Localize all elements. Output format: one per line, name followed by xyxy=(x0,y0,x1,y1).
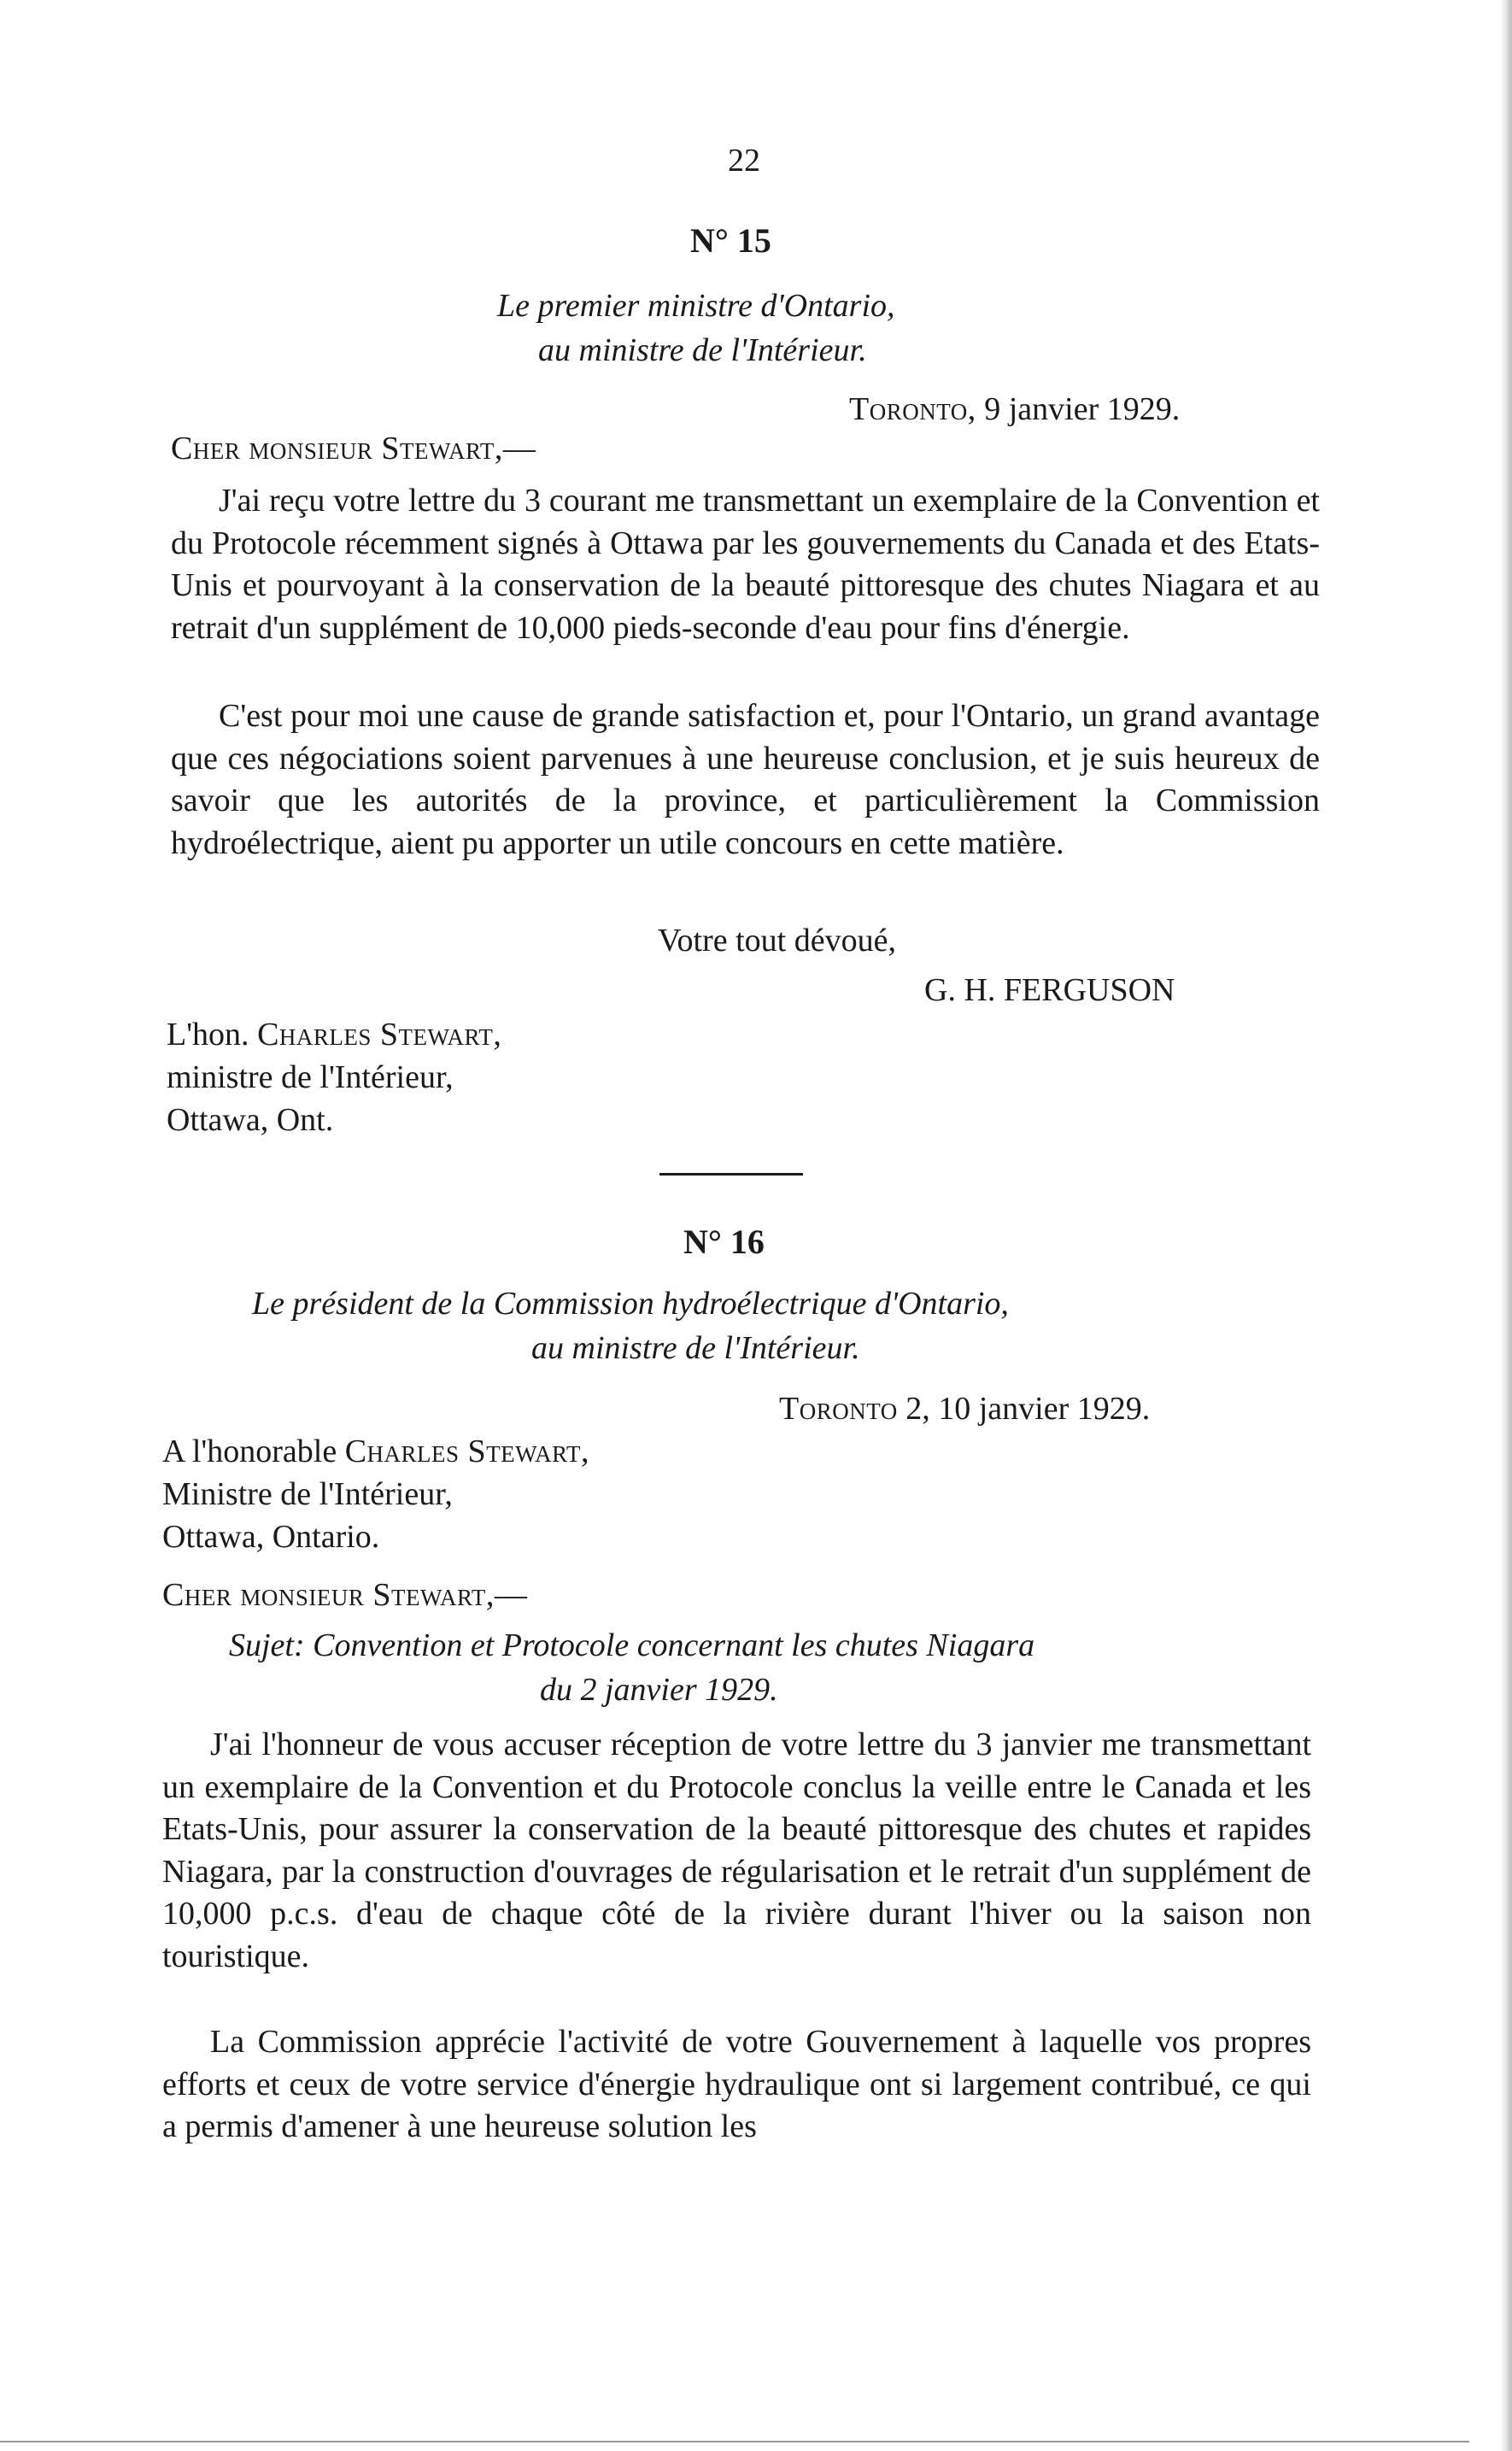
doc16-addressee-line-1 xyxy=(162,1430,589,1473)
doc16-addressee-line-3: Ottawa, Ontario. xyxy=(162,1519,380,1555)
doc15-salutation: Cher monsieur Stewart,— xyxy=(171,431,536,466)
doc16-subject-line-2: du 2 janvier 1929. xyxy=(540,1672,778,1708)
doc15-closing: Votre tout dévoué, xyxy=(658,923,896,959)
doc15-addressee-line-1 xyxy=(167,1013,501,1056)
doc16-from: Le président de la Commission hydroélectrique d'Ontario, xyxy=(252,1286,1009,1322)
doc16-salutation: Cher monsieur Stewart,— xyxy=(162,1577,528,1613)
doc16-addressee-prefix: A l'honorable xyxy=(162,1434,337,1469)
doc16-subject-text: Convention et Protocole concernant les chutes Niagara xyxy=(313,1627,1035,1663)
doc16-addressee-line-2: Ministre de l'Intérieur, xyxy=(162,1476,453,1512)
doc16-number: N° 16 xyxy=(683,1223,765,1261)
doc15-number: N° 15 xyxy=(690,221,771,260)
doc16-subject-line-1 xyxy=(229,1627,1034,1664)
doc15-dateline xyxy=(849,388,1180,431)
doc16-subject-label: Sujet: xyxy=(229,1627,305,1663)
doc15-from: Le premier ministre d'Ontario, xyxy=(497,288,895,324)
doc15-signature: G. H. FERGUSON xyxy=(924,972,1175,1008)
doc15-paragraph-1: J'ai reçu votre lettre du 3 courant me transmettant un exemplaire de la Convention et du Protocole récemment signés à Ottawa par les gouvernements du Canada et des Etats-Unis et pourvoyant à la conservation de la beauté pittoresque des chutes Niagara et au retrait d'un supplément de 10,000 pieds-seconde d'eau pour fins d'énergie. xyxy=(171,483,1320,646)
doc15-date: 9 janvier 1929. xyxy=(984,391,1181,427)
doc15-paragraph-2: C'est pour moi une cause de grande satisfaction et, pour l'Ontario, un grand avantage que ces négociations soient parvenues à une heureuse conclusion, et je suis heureux de savoir que les autorités de la province, et particulièrement la Commission hydroélectrique, aient pu apporter un utile concours en cette matière. xyxy=(171,698,1320,861)
doc16-addressee-name: Charles Stewart, xyxy=(344,1434,590,1469)
doc16-place: Toronto xyxy=(779,1391,898,1427)
doc15-addressee-line-2: ministre de l'Intérieur, xyxy=(167,1059,454,1095)
section-divider xyxy=(659,1173,803,1176)
doc15-addressee-line-3: Ottawa, Ont. xyxy=(167,1102,334,1138)
doc16-to: au ministre de l'Intérieur. xyxy=(531,1330,860,1366)
doc15-addressee-prefix: L'hon. xyxy=(167,1017,249,1053)
doc15-addressee-name: Charles Stewart, xyxy=(257,1017,502,1053)
scan-bottom-edge xyxy=(0,2441,1469,2442)
scan-page-edge xyxy=(1500,0,1512,2451)
doc16-dateline xyxy=(779,1387,1150,1430)
doc16-paragraph-2: La Commission apprécie l'activité de votre Gouvernement à laquelle vos propres efforts et ceux de votre service d'énergie hydraulique ont si largement contribué, ce qui a permis d'amener à une heureuse solution les xyxy=(162,2024,1311,2144)
doc16-date: 2, 10 janvier 1929. xyxy=(905,1391,1151,1427)
doc16-paragraph-1: J'ai l'honneur de vous accuser réception de votre lettre du 3 janvier me transmettant un exemplaire de la Convention et du Protocole conclus la veille entre le Canada et les Etats-Unis, pour assurer la conservation de la beauté pittoresque des chutes et rapides Niagara, par la construction d'ouvrages de régularisation et le retrait d'un supplément de 10,000 p.c.s. d'eau de chaque côté de la rivière durant l'hiver ou la saison non touristique. xyxy=(162,1727,1311,1974)
doc15-place: Toronto, xyxy=(849,391,976,427)
doc15-to: au ministre de l'Intérieur. xyxy=(538,332,867,368)
page-number: 22 xyxy=(728,143,760,179)
